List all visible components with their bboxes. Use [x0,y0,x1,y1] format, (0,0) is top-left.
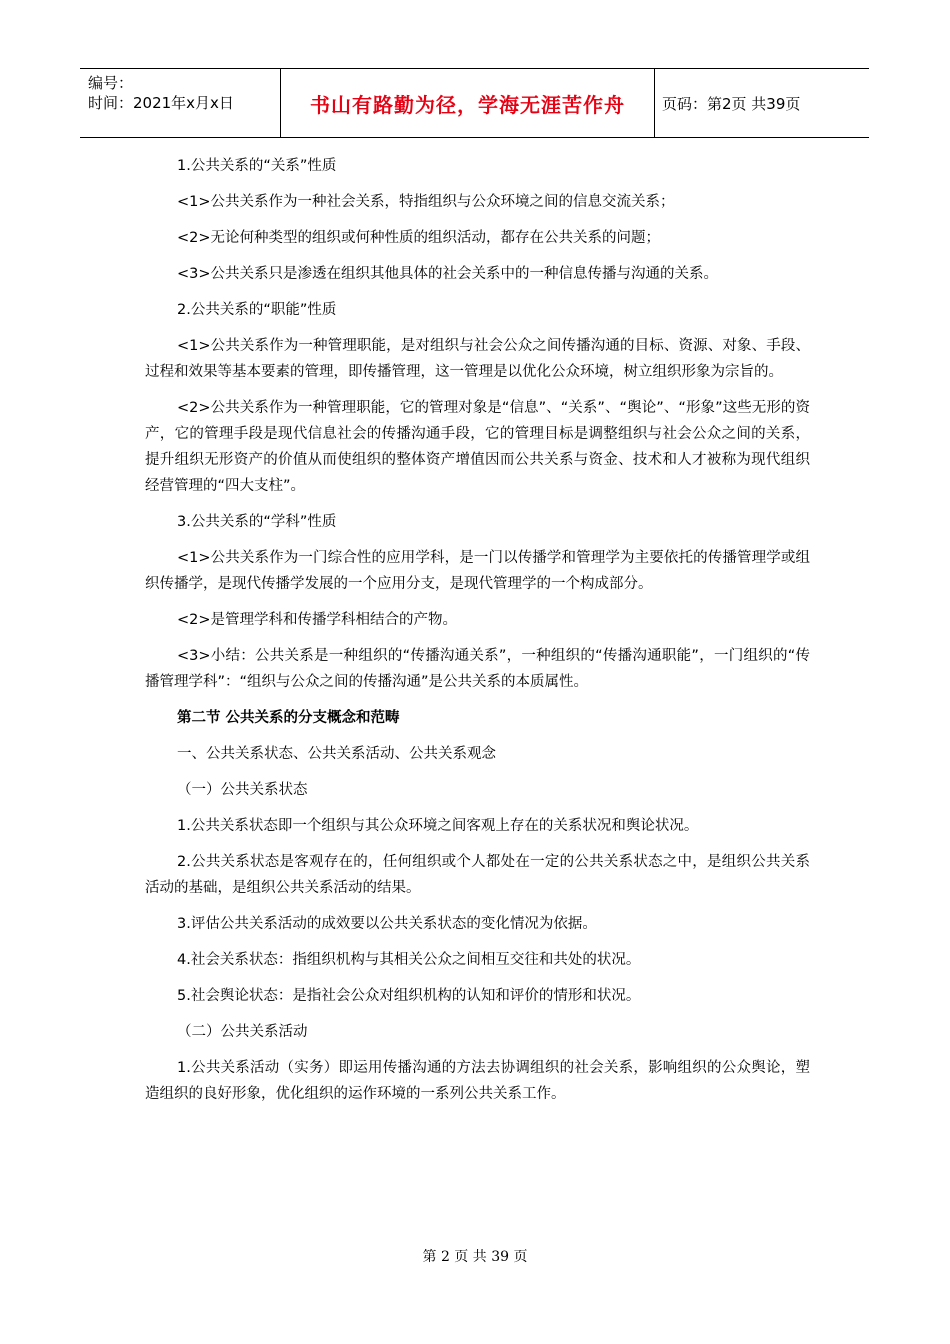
paragraph: 一、公共关系状态、公共关系活动、公共关系观念 [177,746,496,762]
page-footer: 第 2 页 共 39 页 [422,1249,528,1265]
section-heading: 第二节 公共关系的分支概念和范畴 [177,710,400,726]
paragraph: <3>公共关系只是渗透在组织其他具体的社会关系中的一种信息传播与沟通的关系。 [177,266,719,282]
header-motto: 书山有路勤为径，学海无涯苦作舟 [281,69,655,137]
paragraph: <1>公共关系作为一门综合性的应用学科，是一门以传播学和管理学为主要依托的传播管理学或组织传播学，是现代传播学发展的一个应用分支，是现代管理学的一个构成部分。 [145,550,810,592]
document-time: 时间：2021年x月x日 [88,94,234,112]
document-code-label: 编号： [88,74,134,92]
paragraph: 4.社会关系状态：指组织机构与其相关公众之间相互交往和共处的状况。 [177,952,641,968]
paragraph: <1>公共关系作为一种社会关系，特指组织与公众环境之间的信息交流关系； [177,194,675,210]
paragraph: 5.社会舆论状态：是指社会公众对组织机构的认知和评价的情形和状况。 [177,988,641,1004]
paragraph: （一）公共关系状态 [177,782,308,798]
header-meta [80,69,281,137]
paragraph: <2>是管理学科和传播学科相结合的产物。 [177,612,458,628]
paragraph: 3.评估公共关系活动的成效要以公共关系状态的变化情况为依据。 [177,916,597,932]
paragraph: （二）公共关系活动 [177,1024,308,1040]
paragraph: <3>小结：公共关系是一种组织的“传播沟通关系”，一种组织的“传播沟通职能”，一门组织的“传播管理学科”：“组织与公众之间的传播沟通”是公共关系的本质属性。 [145,648,810,690]
header-page-info: 页码：第2页 共39页 [662,94,801,113]
page-header [80,68,869,138]
paragraph: <2>无论何种类型的组织或何种性质的组织活动，都存在公共关系的问题； [177,230,661,246]
paragraph: 1.公共关系的“关系”性质 [177,158,337,174]
paragraph: 2.公共关系状态是客观存在的，任何组织或个人都处在一定的公共关系状态之中，是组织公共关系活动的基础，是组织公共关系活动的结果。 [145,854,810,896]
paragraph: 2.公共关系的“职能”性质 [177,302,337,318]
paragraph: 1.公共关系活动（实务）即运用传播沟通的方法去协调组织的社会关系，影响组织的公众舆论，塑造组织的良好形象，优化组织的运作环境的一系列公共关系工作。 [145,1060,810,1102]
document-body [145,153,810,1117]
paragraph: <1>公共关系作为一种管理职能，是对组织与社会公众之间传播沟通的目标、资源、对象、手段、过程和效果等基本要素的管理，即传播管理，这一管理是以优化公众环境，树立组织形象为宗旨的。 [145,338,810,380]
paragraph: 1.公共关系状态即一个组织与其公众环境之间客观上存在的关系状况和舆论状况。 [177,818,699,834]
paragraph: <2>公共关系作为一种管理职能，它的管理对象是“信息”、“关系”、“舆论”、“形象”这些无形的资产，它的管理手段是现代信息社会的传播沟通手段，它的管理目标是调整组织与社会公众之间的关系，提升组织无形资产的价值从而使组织的整体资产增值因而公共关系与资金、技术和人才被称为现代组织经营管理的“四大支柱”。 [145,400,810,494]
paragraph: 3.公共关系的“学科”性质 [177,514,337,530]
